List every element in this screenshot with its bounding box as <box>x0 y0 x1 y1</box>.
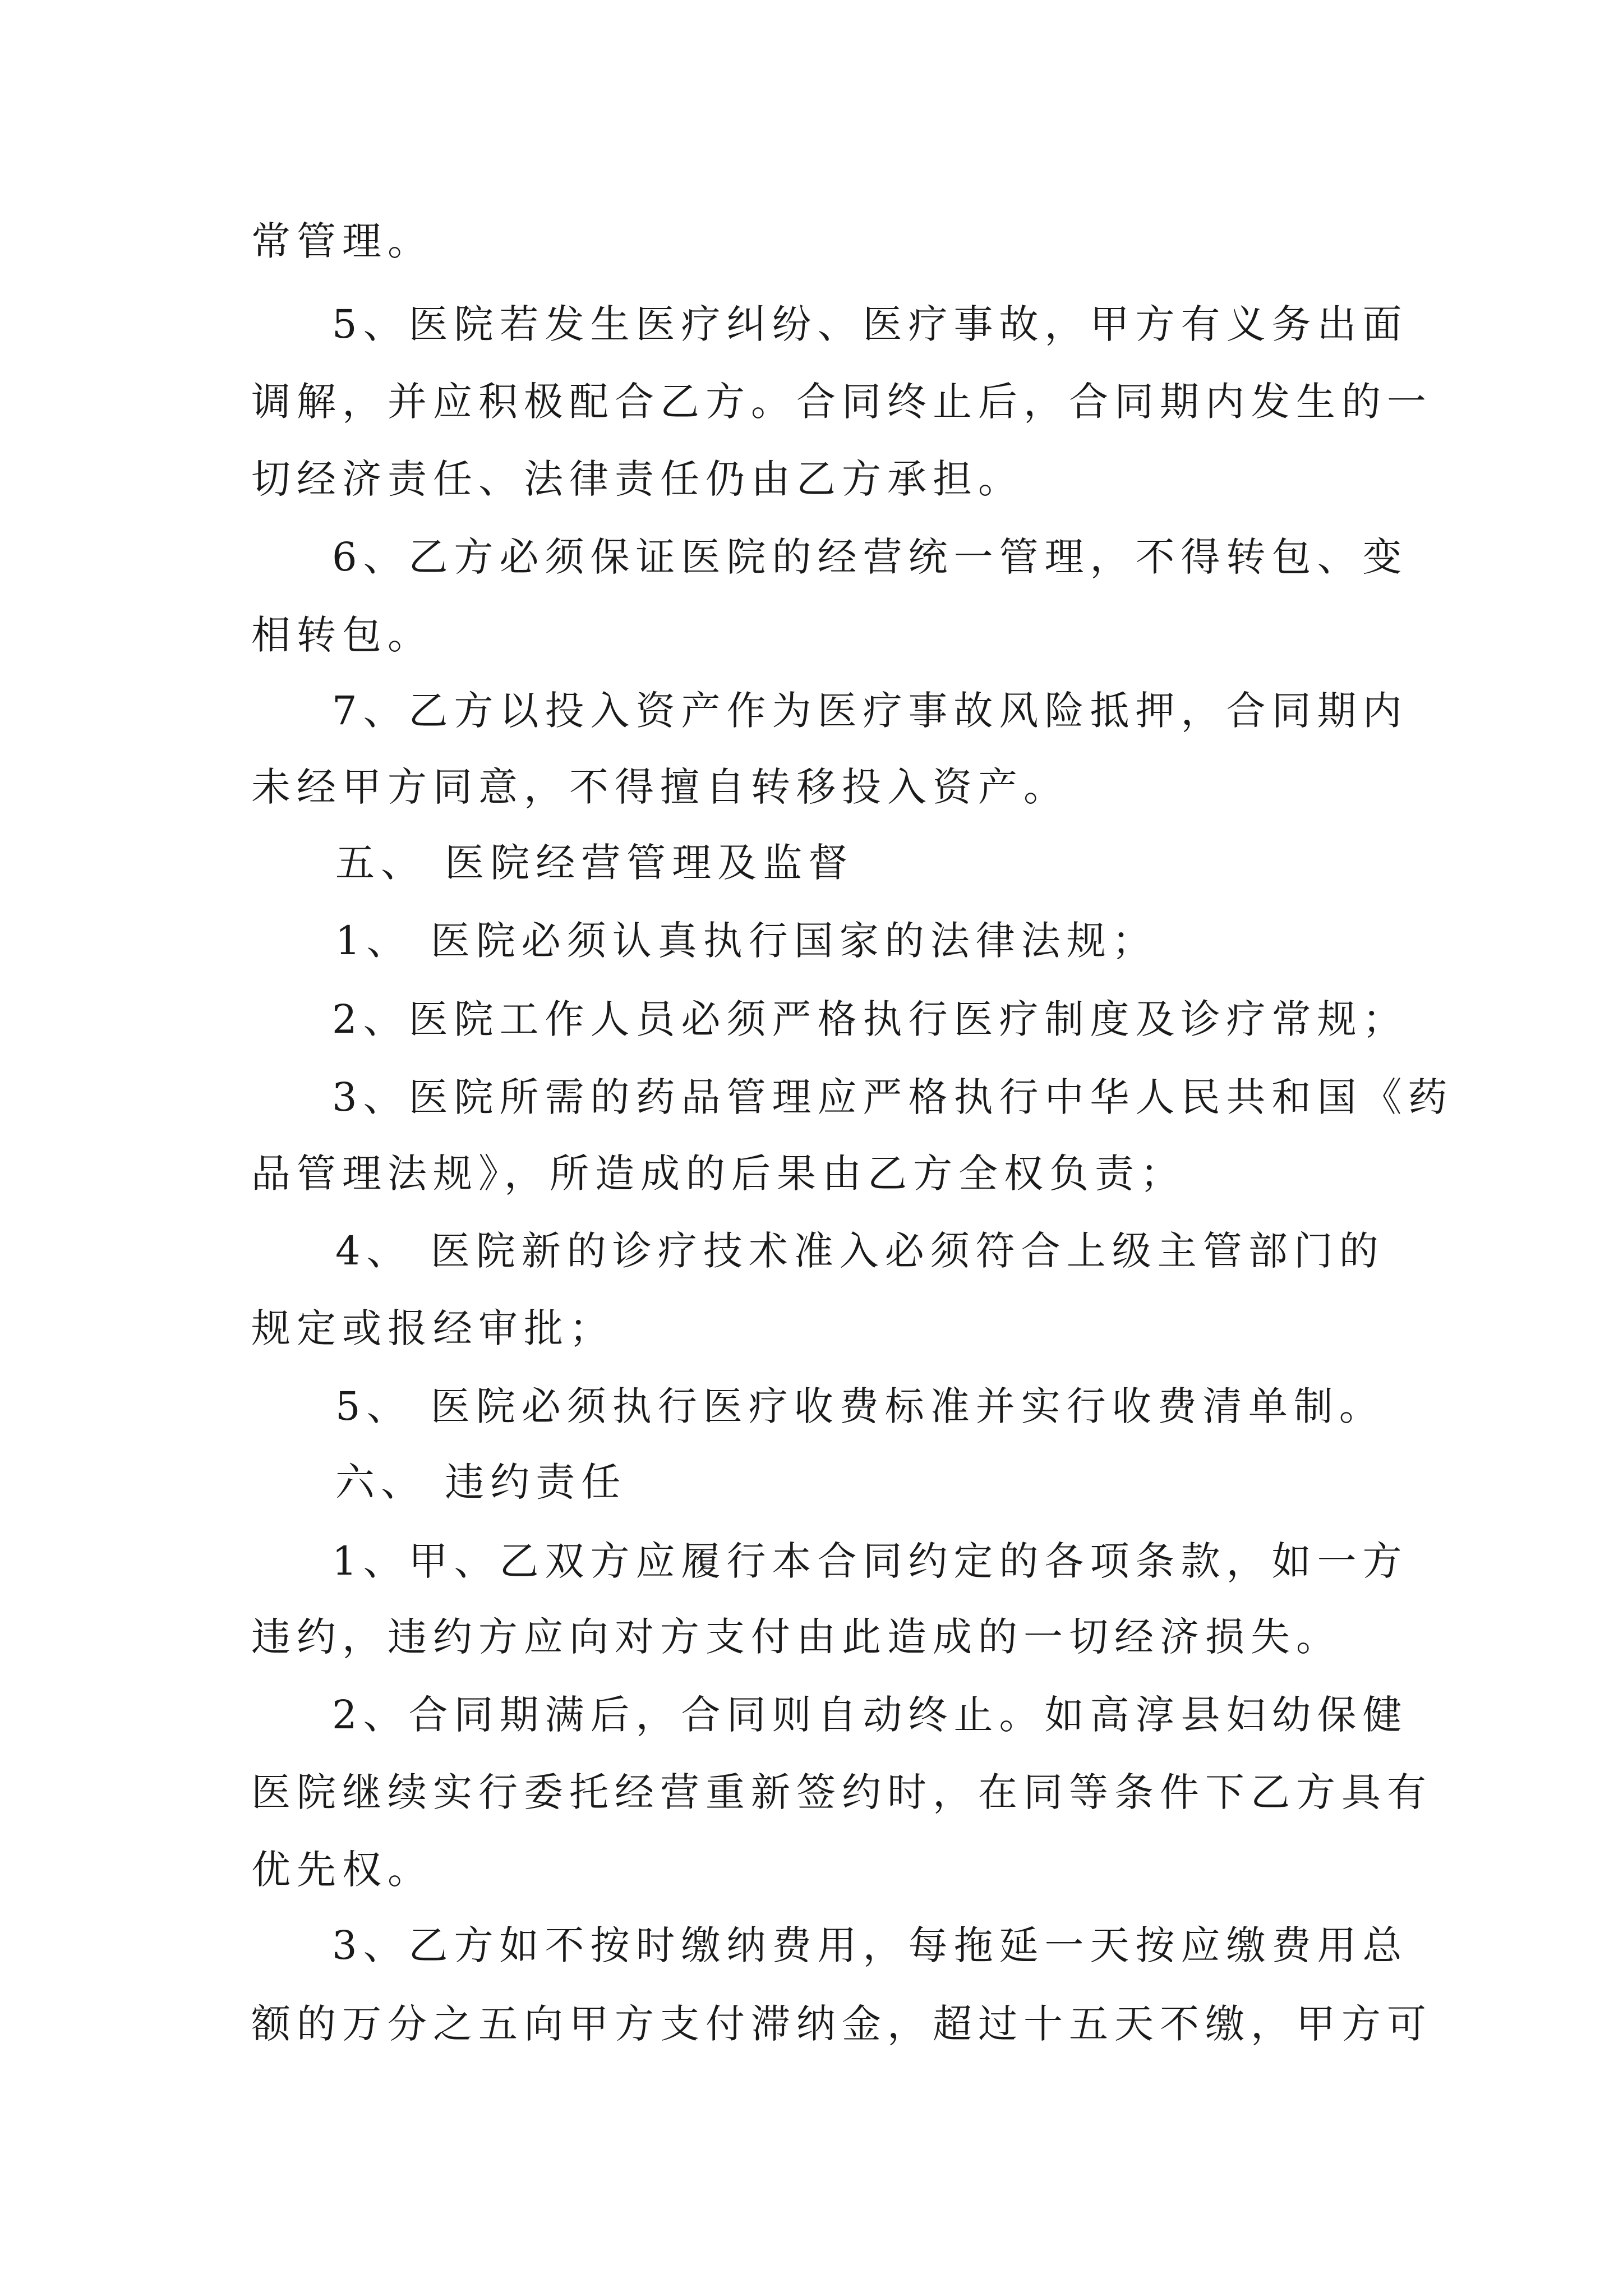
text-line: 3、乙方如不按时缴纳费用，每拖延一天按应缴费用总 <box>332 1922 1408 1968</box>
text-line: 3、医院所需的药品管理应严格执行中华人民共和国《药 <box>332 1074 1454 1120</box>
text-line: 调解，并应积极配合乙方。合同终止后，合同期内发生的一 <box>251 379 1432 425</box>
text-line: 1、 医院必须认真执行国家的法律法规； <box>335 918 1158 964</box>
text-line: 品管理法规》，所造成的后果由乙方全权负责； <box>251 1151 1186 1197</box>
text-line: 6、乙方必须保证医院的经营统一管理，不得转包、变 <box>332 534 1408 580</box>
text-line: 相转包。 <box>251 612 433 658</box>
text-line: 2、合同期满后，合同则自动终止。如高淳县妇幼保健 <box>332 1692 1408 1738</box>
text-line: 常管理。 <box>251 218 433 264</box>
text-line: 规定或报经审批； <box>251 1305 615 1351</box>
text-line: 5、医院若发生医疗纠纷、医疗事故，甲方有义务出面 <box>332 301 1408 347</box>
text-line: 额的万分之五向甲方支付滞纳金，超过十五天不缴，甲方可 <box>251 2001 1432 2047</box>
text-line: 1、甲、乙双方应履行本合同约定的各项条款，如一方 <box>332 1538 1408 1584</box>
text-line: 医院继续实行委托经营重新签约时，在同等条件下乙方具有 <box>251 1769 1432 1815</box>
text-line: 切经济责任、法律责任仍由乙方承担。 <box>251 456 1023 502</box>
text-line: 优先权。 <box>251 1847 433 1893</box>
text-line: 5、 医院必须执行医疗收费标准并实行收费清单制。 <box>335 1383 1385 1429</box>
section-heading: 五、 医院经营管理及监督 <box>335 840 854 886</box>
section-heading: 六、 违约责任 <box>335 1459 627 1505</box>
text-line: 未经甲方同意，不得擅自转移投入资产。 <box>251 764 1069 810</box>
text-line: 2、医院工作人员必须严格执行医疗制度及诊疗常规； <box>332 996 1408 1042</box>
text-line: 7、乙方以投入资产作为医疗事故风险抵押，合同期内 <box>332 688 1408 734</box>
text-line: 违约，违约方应向对方支付由此造成的一切经济损失。 <box>251 1614 1341 1660</box>
text-line: 4、 医院新的诊疗技术准入必须符合上级主管部门的 <box>335 1228 1385 1274</box>
